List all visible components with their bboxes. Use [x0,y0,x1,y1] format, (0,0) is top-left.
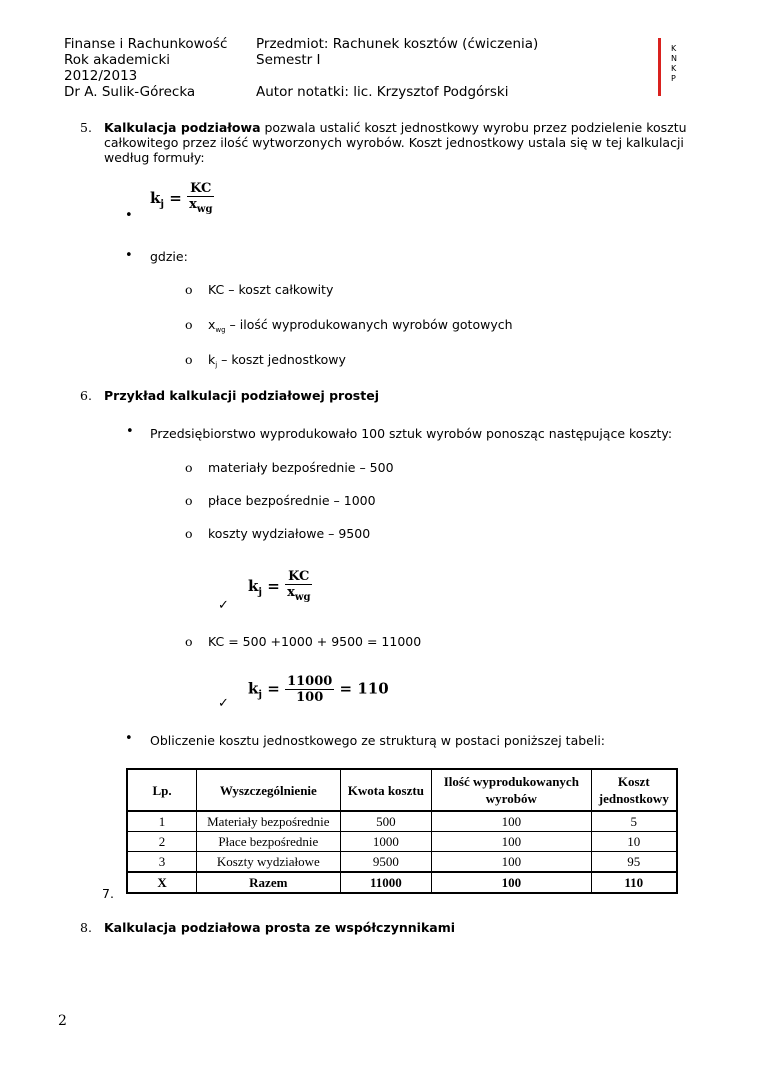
table-cell: Razem [197,872,341,893]
table-cell: 100 [432,852,592,873]
table-header-row [127,769,677,811]
table-header: Lp. [127,769,197,811]
table-cell: 9500 [340,852,431,873]
table-cell: 95 [591,852,677,873]
section5-bold: Kalkulacja podziałowa [104,120,261,135]
formula-numerator: KC [187,181,214,197]
table-cell: Koszty wydziałowe [197,852,341,873]
def-sym: x [208,317,216,332]
bullet-dot: • [125,731,133,746]
item-marker: o [185,493,193,508]
def-text: – ilość wyprodukowanych wyrobów gotowych [225,317,513,332]
table-cell: 3 [127,852,197,873]
table-cell: 100 [432,811,592,832]
formula-den-x: x [287,585,295,600]
header-semester: Semestr I [256,52,321,68]
table-cell: Materiały bezpośrednie [197,811,341,832]
logo-letter: K [671,44,677,53]
table-cell: 110 [591,872,677,893]
formula-fraction [187,181,214,217]
gdzie-label: gdzie: [150,249,188,264]
table-intro: Obliczenie kosztu jednostkowego ze strukturą w postaci poniższej tabeli: [150,733,606,748]
logo-letter: N [671,54,677,63]
table-cell: 100 [432,872,592,893]
logo-letter: P [671,74,676,83]
kc-sum-line: KC = 500 +1000 + 9500 = 11000 [208,634,422,649]
table-row [127,832,677,852]
table-header: Kwota kosztu [340,769,431,811]
formula-den-sub: wg [196,204,213,215]
table-header: Koszt jednostkowy [591,769,677,811]
formula-fraction [285,569,312,605]
formula-eq: = [267,679,280,698]
item-marker: o [185,460,193,475]
formula-numerator: KC [285,569,312,585]
check-icon: ✓ [218,598,229,613]
table-cell: X [127,872,197,893]
header-right [256,36,538,100]
table-cell: 100 [432,832,592,852]
section7-number: 7. [102,886,114,901]
section5-line3: według formuły: [104,150,205,165]
item-marker: o [185,634,193,649]
formula-kj [150,181,214,217]
table-cell: 1 [127,811,197,832]
header-left [64,36,227,100]
table-row [127,852,677,873]
cost-item: płace bezpośrednie – 1000 [208,493,376,508]
section5-number: 5. [80,120,92,135]
header-left-line: Finanse i Rachunkowość [64,36,228,52]
formula-den-sub: wg [294,592,311,603]
table-cell: 10 [591,832,677,852]
logo-letter: K [671,64,677,73]
formula-fraction [285,674,334,705]
item-marker: o [185,526,193,541]
cost-table [126,768,678,894]
table-cell: 5 [591,811,677,832]
section6-intro: Przedsiębiorstwo wyprodukowało 100 sztuk wyrobów ponosząc następujące koszty: [150,426,673,441]
formula-den-x: x [189,197,197,212]
def-sub: wg [215,326,226,334]
bullet-dot: • [126,424,134,439]
def-sym: k [208,352,216,367]
section5-line1 [104,120,687,135]
formula-lhs: k [248,679,259,698]
header-left-line: 2012/2013 [64,68,138,84]
header-subject: Przedmiot: Rachunek kosztów (ćwiczenia) [256,36,539,52]
def-kc: KC – koszt całkowity [208,282,334,297]
def-sub: j [215,361,218,369]
table-header: Wyszczególnienie [197,769,341,811]
def-marker: o [185,352,193,367]
table-row [127,811,677,832]
section8-number: 8. [80,920,92,935]
table-total-row [127,872,677,893]
header-author: Autor notatki: lic. Krzysztof Podgórski [256,84,509,100]
formula-lhs-sub: j [258,587,263,598]
header-left-line: Rok akademicki [64,52,171,68]
table-cell: Płace bezpośrednie [197,832,341,852]
section6-title: Przykład kalkulacji podziałowej prostej [104,388,379,403]
cost-item: materiały bezpośrednie – 500 [208,460,394,475]
def-marker: o [185,282,193,297]
formula-eq: = [267,577,280,595]
table-header: Ilość wyprodukowanych wyrobów [432,769,592,811]
cost-item: koszty wydziałowe – 9500 [208,526,371,541]
section6-number: 6. [80,388,92,403]
formula-denominator [187,197,214,217]
logo-knkp [671,44,677,84]
formula-denominator [285,585,312,605]
formula-numerator: 11000 [287,674,333,689]
def-text: – koszt jednostkowy [217,352,346,367]
formula-lhs-sub: j [258,689,263,701]
formula-result: = 110 [339,679,389,698]
formula-kj-2 [248,569,312,605]
header-spacer [256,68,538,84]
formula-kj-result [248,674,389,705]
section5-line2: całkowitego przez ilość wytworzonych wyrobów. Koszt jednostkowy ustala się w tej kalkulacji [104,135,684,150]
formula-lhs: k [150,189,161,207]
bullet-dot: • [125,208,133,223]
logo-red-bar [658,38,661,96]
table-cell: 11000 [340,872,431,893]
formula-denominator: 100 [296,690,324,705]
def-kj [208,352,346,373]
header-left-line: Dr A. Sulik-Górecka [64,84,196,100]
bullet-dot: • [125,248,133,263]
check-icon: ✓ [218,696,229,711]
def-xwg [208,317,513,338]
formula-lhs-sub: j [160,199,165,210]
formula-eq: = [169,189,182,207]
table-cell: 2 [127,832,197,852]
def-marker: o [185,317,193,332]
table-cell: 500 [340,811,431,832]
section5-line1-rest: pozwala ustalić koszt jednostkowy wyrobu przez podzielenie kosztu [260,120,687,135]
section8-title: Kalkulacja podziałowa prosta ze współczynnikami [104,920,456,935]
table-cell: 1000 [340,832,431,852]
page-number: 2 [58,1013,67,1029]
formula-lhs: k [248,577,259,595]
